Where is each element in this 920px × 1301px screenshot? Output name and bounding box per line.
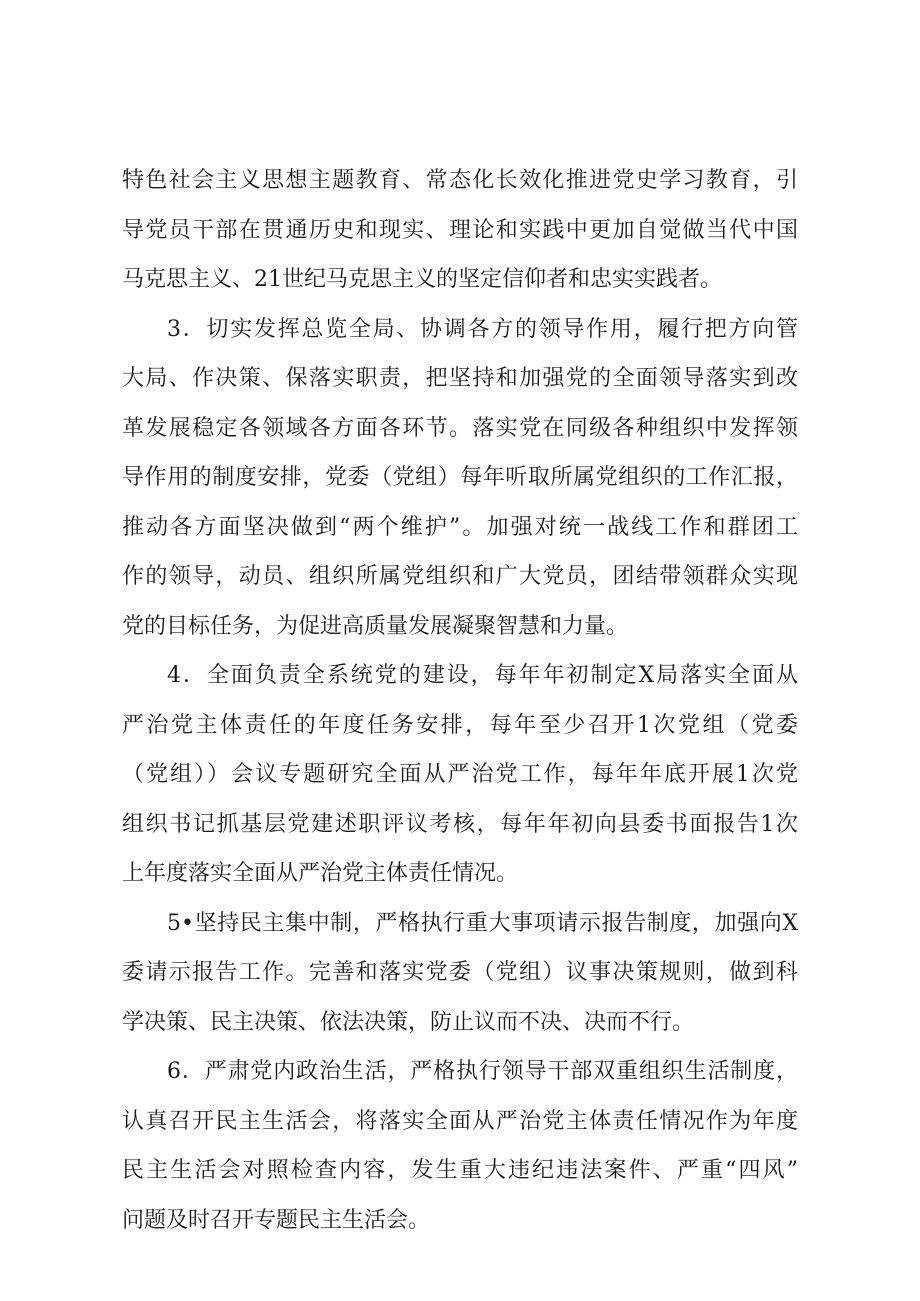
text-line: 特色社会主义思想主题教育、常态化长效化推进党史学习教育，引 — [122, 168, 798, 193]
paragraph-item-5 — [122, 899, 798, 1048]
text-line: 4．全面负责全系统党的建设，每年年初制定X局落实全面从 — [167, 663, 798, 688]
text-line: 上年度落实全面从严治党主体责任情况。 — [122, 861, 519, 886]
paragraph-item-4 — [122, 651, 798, 899]
text-line: （党组））会议专题研究全面从严治党工作，每年年底开展1次党 — [122, 762, 798, 787]
text-line: 导党员干部在贯通历史和现实、理论和实践中更加自觉做当代中国 — [122, 217, 798, 243]
text-line: 党的目标任务，为促进高质量发展凝聚智慧和力量。 — [122, 613, 629, 639]
text-line: 学决策、民主决策、依法决策，防止议而不决、决而不行。 — [122, 1009, 695, 1035]
text-line: 组织书记抓基层党建述职评议考核，每年年初向县委书面报告1次 — [122, 811, 798, 837]
paragraph-continuation — [122, 156, 798, 305]
text-line: 推动各方面坚决做到“两个维护”。加强对统一战线工作和群团工 — [122, 514, 798, 540]
paragraph-item-6 — [122, 1047, 798, 1245]
text-line: 民主生活会对照检查内容，发生重大违纪违法案件、严重“四风” — [122, 1158, 798, 1183]
text-line: 问题及时召开专题民主生活会。 — [122, 1207, 431, 1233]
text-line: 5•坚持民主集中制，严格执行重大事项请示报告制度，加强向X — [167, 910, 798, 936]
paragraph-item-3 — [122, 305, 798, 652]
document-body — [122, 156, 798, 1245]
text-line: 委请示报告工作。完善和落实党委（党组）议事决策规则，做到科 — [122, 960, 798, 985]
text-line: 马克思主义、21世纪马克思主义的坚定信仰者和忠实实践者。 — [122, 267, 722, 292]
text-line: 认真召开民主生活会，将落实全面从严治党主体责任情况作为年度 — [122, 1108, 798, 1134]
text-line: 3．切实发挥总览全局、协调各方的领导作用，履行把方向管 — [167, 316, 798, 342]
text-line: 大局、作决策、保落实职责，把坚持和加强党的全面领导落实到改 — [122, 366, 798, 391]
text-line: 6．严肃党内政治生活，严格执行领导干部双重组织生活制度， — [167, 1059, 798, 1084]
text-line: 导作用的制度安排，党委（党组）每年听取所属党组织的工作汇报， — [122, 465, 798, 490]
text-line: 作的领导，动员、组织所属党组织和广大党员，团结带领群众实现 — [122, 564, 798, 589]
text-line: 革发展稳定各领域各方面各环节。落实党在同级各种组织中发挥领 — [122, 415, 798, 441]
text-line: 严治党主体责任的年度任务安排，每年至少召开1次党组（党委 — [122, 712, 798, 738]
